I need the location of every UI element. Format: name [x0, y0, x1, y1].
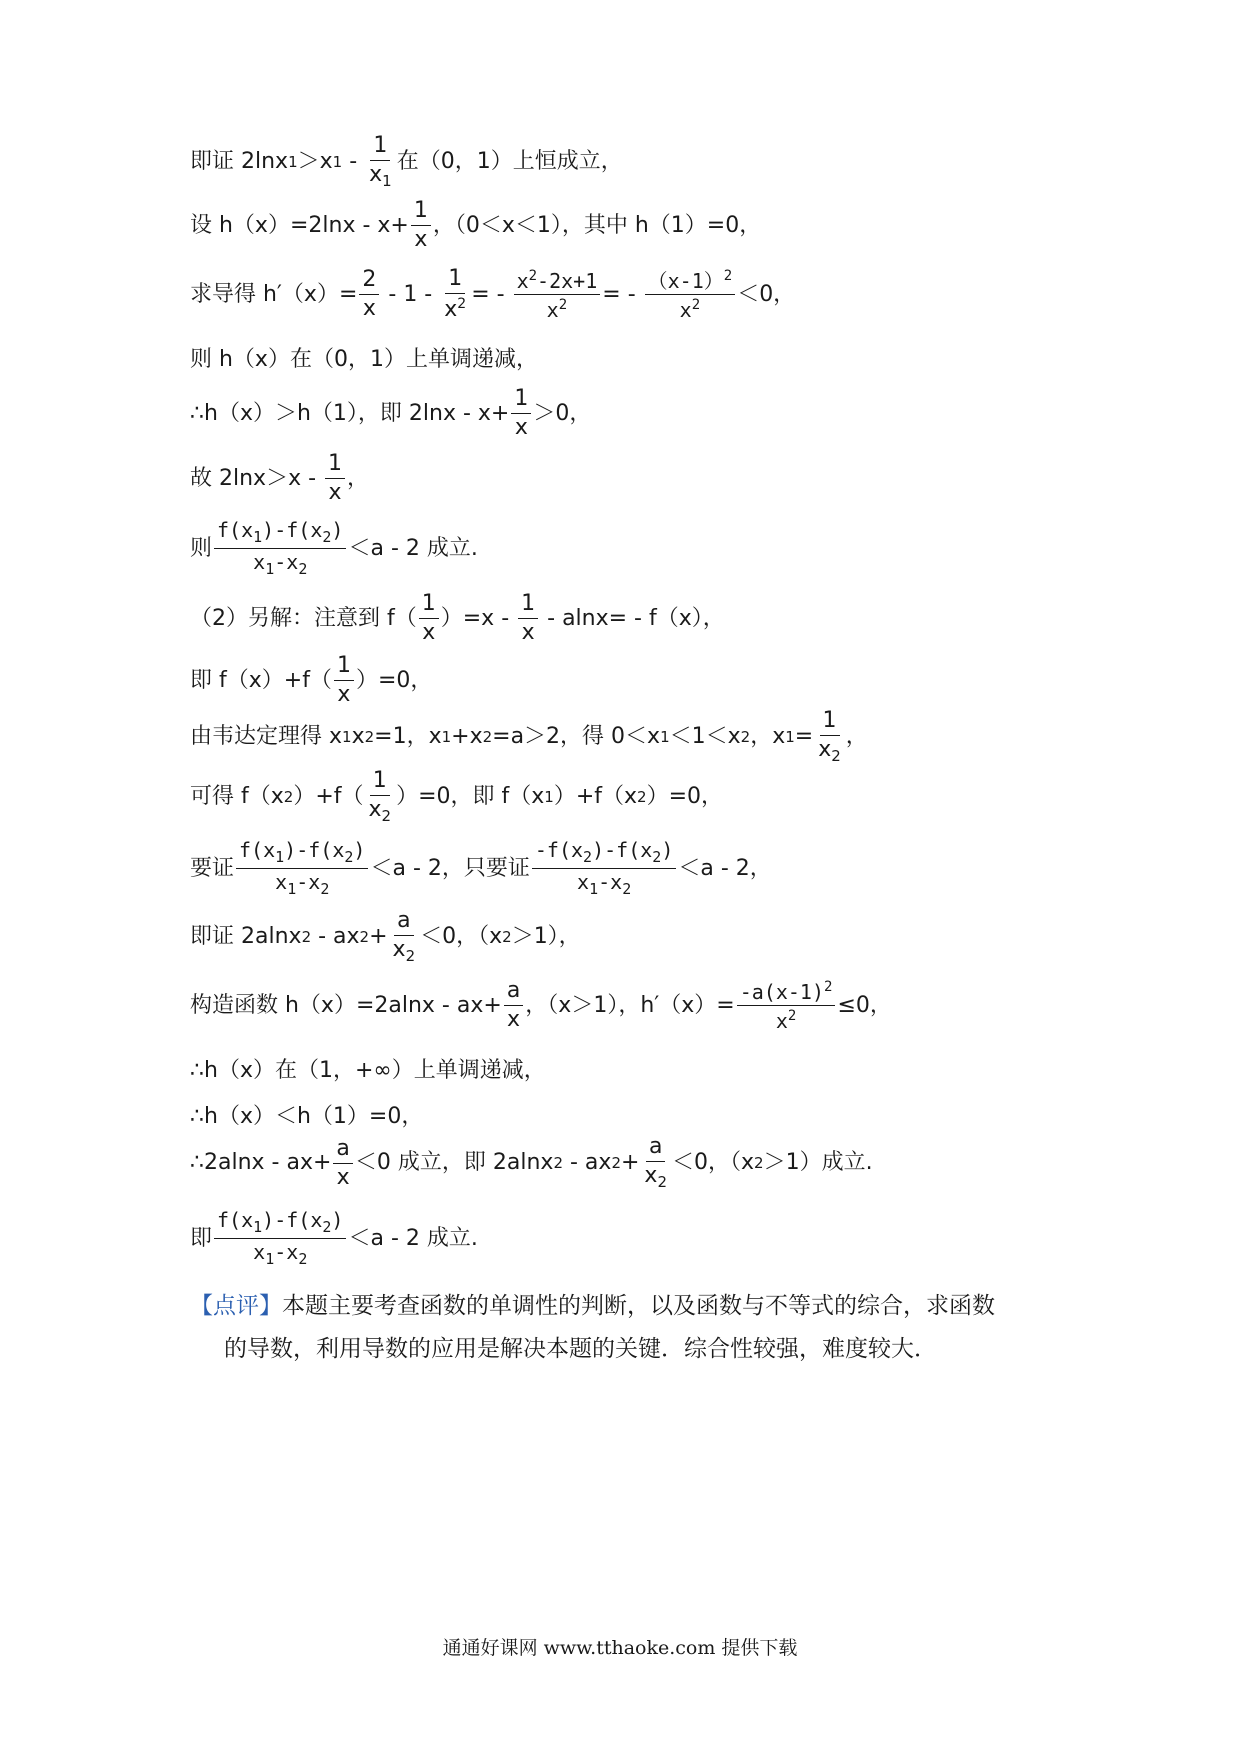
- math-line: 求导得 h′（x）= $\frac{2}{x}$ - 1 - $\frac{1}{x^2}$ = - $\frac{x^2-2x+1}{x^2}$ = - $\frac{(x-1)^2}{x^2}$ ＜0，: [190, 266, 796, 322]
- fraction: $\frac{(x-1)^2}{x^2}$: [645, 269, 736, 320]
- fraction: $\frac{1}{x}$: [419, 593, 439, 644]
- math-line: 即证 2lnx 1 ＞x 1 - $\frac{1}{x_1}$ 在（0，1）上恒成立，: [190, 133, 623, 190]
- fraction: $\frac{-f(x_2)-f(x_2)}{x_1-x_2}$: [532, 840, 677, 897]
- fraction: $\frac{f(x_1)-f(x_2)}{x_1-x_2}$: [214, 1210, 346, 1267]
- review-comment: [190, 1285, 1070, 1371]
- math-line: 由韦达定理得 x 1 x 2 =1，x 1 +x 2 =a＞2，得 0＜x 1 ＜1＜x 2 ，x 1 = $\frac{1}{x_2}$ ，: [190, 708, 868, 765]
- fraction: $\frac{1}{x_1}$: [369, 133, 392, 190]
- comment-text-continued: 的导数，利用导数的应用是解决本题的关键．综合性较强，难度较大．: [224, 1336, 937, 1362]
- fraction: $\frac{a}{x}$: [333, 1138, 352, 1189]
- fraction: $\frac{a}{x_2}$: [644, 1134, 667, 1191]
- math-line: 设 h（x）=2lnx - x+ $\frac{1}{x}$ ，（0＜x＜1），其中 h（1）=0，: [190, 198, 762, 252]
- math-line: 即证 2alnx 2 - ax 2 + $\frac{a}{x_2}$ ＜0，（x 2 ＞1），: [190, 908, 581, 965]
- page-footer: 通通好课网 www.tthaoke.com 提供下载: [442, 1637, 798, 1659]
- fraction: $\frac{1}{x^2}$: [444, 266, 467, 322]
- math-line: ∴h（x）＜h（1）=0，: [190, 1104, 424, 1129]
- math-line: ∴2alnx - ax+ $\frac{a}{x}$ ＜0 成立，即 2alnx 2 - ax 2 + $\frac{a}{x_2}$ ＜0，（x 2 ＞1）成立.: [190, 1134, 873, 1191]
- fraction: $\frac{1}{x}$: [334, 655, 354, 706]
- comment-tag: 【点评】: [190, 1293, 282, 1319]
- math-line: （2）另解：注意到 f（ $\frac{1}{x}$ ）=x - $\frac{1}{x}$ - alnx= - f（x），: [190, 591, 725, 645]
- math-line: 即 f（x）+f（ $\frac{1}{x}$ ）=0，: [190, 653, 433, 707]
- fraction: $\frac{a}{x_2}$: [392, 908, 416, 965]
- math-line: 即 $\frac{f(x_1)-f(x_2)}{x_1-x_2}$ ＜a - 2 成立.: [190, 1208, 478, 1268]
- math-line: 构造函数 h（x）=2alnx - ax+ $\frac{a}{x}$ ，（x＞1），h′（x）= $\frac{-a(x-1)^2}{x^2}$ ≤0，: [190, 978, 892, 1033]
- math-line: 要证 $\frac{f(x_1)-f(x_2)}{x_1-x_2}$ ＜a - 2，只要证 $\frac{-f(x_2)-f(x_2)}{x_1-x_2}$ ＜a - 2，: [190, 838, 772, 898]
- fraction: $\frac{f(x_1)-f(x_2)}{x_1-x_2}$: [236, 840, 368, 897]
- fraction: $\frac{1}{x}$: [518, 593, 538, 644]
- math-line: 故 2lnx＞x - $\frac{1}{x}$ ，: [190, 451, 370, 505]
- fraction: $\frac{x^2-2x+1}{x^2}$: [514, 269, 601, 320]
- fraction: $\frac{1}{x_2}$: [818, 708, 841, 765]
- fraction: $\frac{1}{x_2}$: [368, 768, 392, 825]
- comment-text: 本题主要考查函数的单调性的判断，以及函数与不等式的综合，求函数: [282, 1293, 995, 1319]
- math-line: 可得 f（x 2 ）+f（ $\frac{1}{x_2}$ ）=0，即 f（x 1 ）+f（x 2 ）=0，: [190, 768, 724, 825]
- fraction: $\frac{a}{x}$: [504, 980, 523, 1031]
- fraction: $\frac{f(x_1)-f(x_2)}{x_1-x_2}$: [214, 520, 346, 577]
- math-line: 则 h（x）在（0，1）上单调递减，: [190, 347, 538, 372]
- math-line: ∴h（x）在（1，+∞）上单调递减，: [190, 1058, 546, 1083]
- fraction: $\frac{1}{x}$: [325, 453, 345, 504]
- fraction: $\frac{-a(x-1)^2}{x^2}$: [737, 980, 836, 1031]
- math-line: 则 $\frac{f(x_1)-f(x_2)}{x_1-x_2}$ ＜a - 2 成立.: [190, 518, 478, 578]
- fraction: $\frac{2}{x}$: [359, 269, 379, 320]
- fraction: $\frac{1}{x}$: [411, 200, 431, 251]
- fraction: $\frac{1}{x}$: [511, 388, 531, 439]
- math-line: ∴h（x）＞h（1），即 2lnx - x+ $\frac{1}{x}$ ＞0，: [190, 386, 592, 440]
